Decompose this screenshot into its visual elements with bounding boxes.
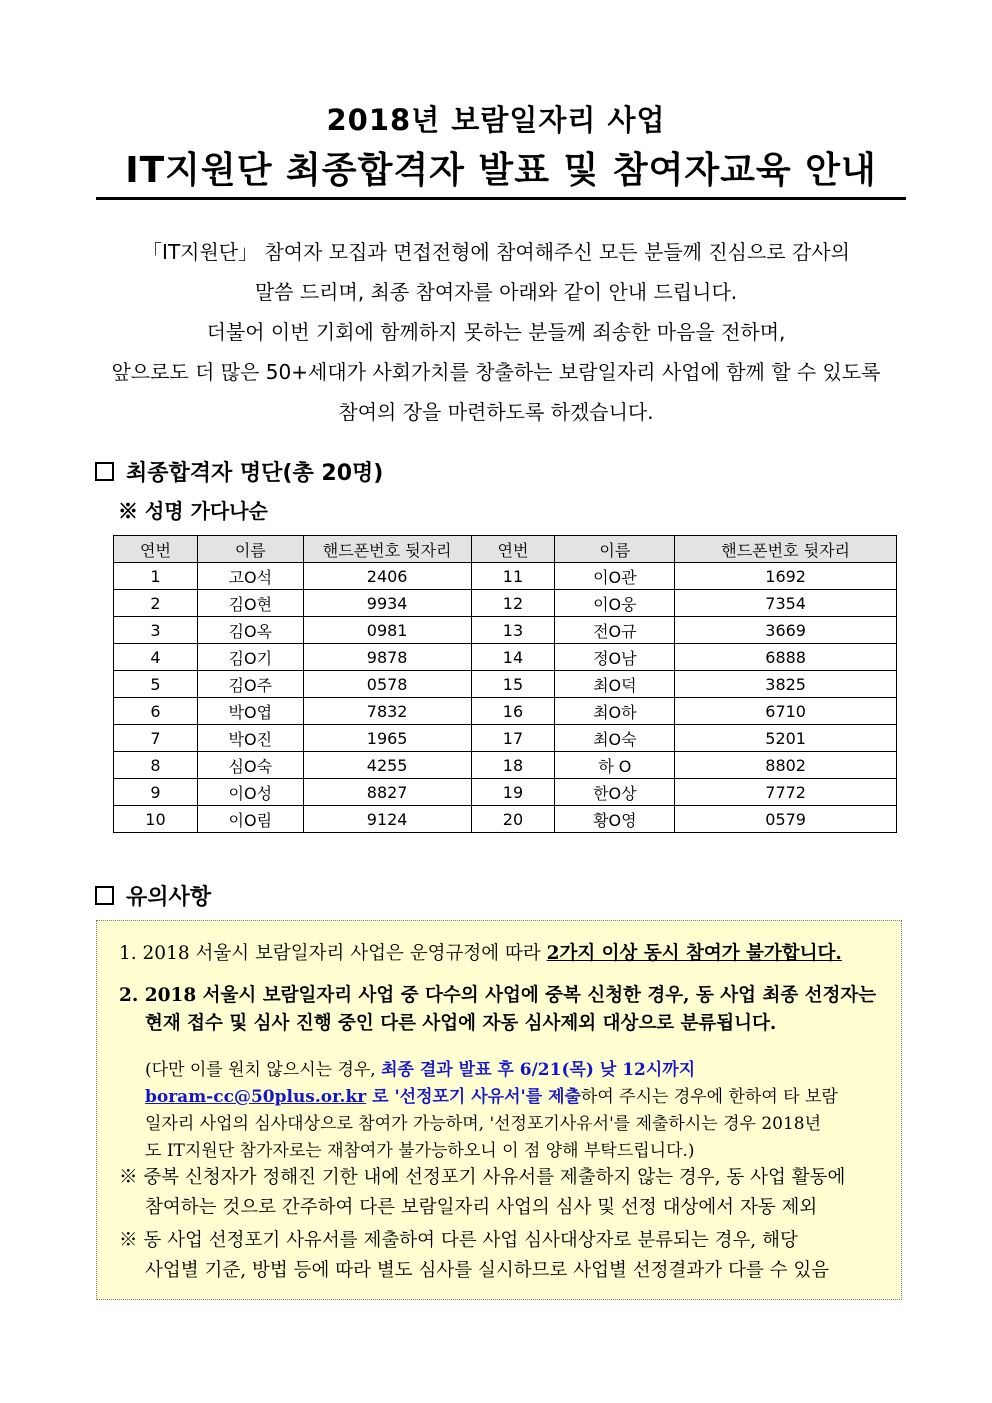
table-row (114, 590, 897, 617)
table-header-row (114, 536, 897, 563)
table-row (114, 779, 897, 806)
title-line-1: 2018년 보람일자리 사업 (326, 103, 666, 137)
table-row (114, 806, 897, 833)
table-cell: 김O현 (197, 590, 303, 617)
exception-line-3: 일자리 사업의 심사대상으로 참여가 가능하며, '선정포기사유서'를 제출하시는 경우 2018년 (145, 1114, 822, 1134)
table-cell: 6888 (675, 644, 897, 671)
table-cell: 17 (471, 725, 555, 752)
table-cell: 1 (114, 563, 198, 590)
table-cell: 한O상 (555, 779, 675, 806)
notice-box (96, 920, 902, 1300)
table-cell: 고O석 (197, 563, 303, 590)
table-cell: 3 (114, 617, 198, 644)
exception-line-1 (145, 1055, 695, 1080)
column-header: 이름 (197, 536, 303, 563)
intro-line: 더불어 이번 기회에 함께하지 못하는 분들께 죄송한 마음을 전하며, (206, 320, 786, 344)
table-cell: 6710 (675, 698, 897, 725)
table-cell: 13 (471, 617, 555, 644)
email-link[interactable]: boram-cc@50plus.or.kr (145, 1087, 367, 1107)
table-cell: 최O숙 (555, 725, 675, 752)
table-cell: 19 (471, 779, 555, 806)
notice-heading (95, 880, 211, 911)
table-cell: 이O성 (197, 779, 303, 806)
roster-heading (95, 456, 383, 487)
table-cell: 0981 (303, 617, 471, 644)
table-cell: 김O주 (197, 671, 303, 698)
table-cell: 심O숙 (197, 752, 303, 779)
table-cell: 이O림 (197, 806, 303, 833)
table-cell: 9878 (303, 644, 471, 671)
table-row (114, 671, 897, 698)
roster-table (113, 535, 897, 833)
table-cell: 9 (114, 779, 198, 806)
table-row (114, 563, 897, 590)
table-row (114, 725, 897, 752)
exception-text: 로 (366, 1087, 395, 1107)
table-cell: 박O엽 (197, 698, 303, 725)
column-header: 연번 (114, 536, 198, 563)
table-cell: 1692 (675, 563, 897, 590)
table-cell: 0578 (303, 671, 471, 698)
notice-heading-text: 유의사항 (126, 885, 212, 910)
star-note-2-line-2: 사업별 기준, 방법 등에 따라 별도 심사를 실시하므로 사업별 선정결과가 다를 수 있음 (145, 1260, 830, 1281)
table-cell: 12 (471, 590, 555, 617)
table-cell: 최O하 (555, 698, 675, 725)
exception-text: 하여 주시는 경우에 한하여 타 보람 (580, 1087, 838, 1107)
deadline-text: 최종 결과 발표 후 6/21(목) 낮 12시까지 (381, 1060, 696, 1080)
table-cell: 3825 (675, 671, 897, 698)
notice-item-2-line-1: 2. 2018 서울시 보람일자리 사업 중 다수의 사업에 중복 신청한 경우, 동 사업 최종 선정자는 (119, 985, 877, 1006)
roster-heading-text: 최종합격자 명단(총 20명) (126, 461, 384, 486)
table-cell: 정O남 (555, 644, 675, 671)
notice-item-1-text: 1. 2018 서울시 보람일자리 사업은 운영규정에 따라 (119, 943, 547, 964)
table-cell: 5201 (675, 725, 897, 752)
exception-line-4: 도 IT지원단 참가자로는 재참여가 불가능하오니 이 점 양해 부탁드립니다.) (145, 1141, 695, 1161)
table-cell: 0579 (675, 806, 897, 833)
checkbox-icon (95, 886, 114, 905)
table-cell: 황O영 (555, 806, 675, 833)
table-cell: 2 (114, 590, 198, 617)
checkbox-icon (95, 462, 114, 481)
table-cell: 20 (471, 806, 555, 833)
table-cell: 8 (114, 752, 198, 779)
star-note-1-line-1: ※ 중복 신청자가 정해진 기한 내에 선정포기 사유서를 제출하지 않는 경우, 동 사업 활동에 (119, 1167, 846, 1188)
sort-note: ※ 성명 가다나순 (118, 499, 268, 523)
star-note-2-line-1: ※ 동 사업 선정포기 사유서를 제출하여 다른 사업 심사대상자로 분류되는 경우, 해당 (119, 1230, 798, 1251)
table-cell: 14 (471, 644, 555, 671)
table-row (114, 752, 897, 779)
table-cell: 전O규 (555, 617, 675, 644)
table-cell: 18 (471, 752, 555, 779)
submit-text: '선정포기 사유서'를 제출 (394, 1087, 581, 1107)
exception-line-2 (145, 1082, 838, 1107)
table-cell: 10 (114, 806, 198, 833)
table-cell: 11 (471, 563, 555, 590)
table-row (114, 617, 897, 644)
table-cell: 3669 (675, 617, 897, 644)
column-header: 이름 (555, 536, 675, 563)
table-cell: 박O진 (197, 725, 303, 752)
intro-line: 앞으로도 더 많은 50+세대가 사회가치를 창출하는 보람일자리 사업에 함께 할 수 있도록 (111, 360, 881, 384)
table-cell: 5 (114, 671, 198, 698)
table-cell: 16 (471, 698, 555, 725)
table-cell: 1965 (303, 725, 471, 752)
table-cell: 김O기 (197, 644, 303, 671)
star-note-1-line-2: 참여하는 것으로 간주하여 다른 보람일자리 사업의 심사 및 선정 대상에서 자동 제외 (145, 1197, 818, 1218)
table-cell: 8802 (675, 752, 897, 779)
table-cell: 4255 (303, 752, 471, 779)
notice-item-1 (119, 939, 842, 965)
table-cell: 이O웅 (555, 590, 675, 617)
notice-item-2-line-2: 현재 접수 및 심사 진행 중인 다른 사업에 자동 심사제외 대상으로 분류됩니다. (145, 1013, 777, 1034)
intro-line: 「IT지원단」 참여자 모집과 면접전형에 참여해주신 모든 분들께 진심으로 감사의 (142, 240, 850, 264)
column-header: 핸드폰번호 뒷자리 (303, 536, 471, 563)
table-cell: 8827 (303, 779, 471, 806)
exception-text: (다만 이를 원치 않으시는 경우, (145, 1060, 382, 1080)
column-header: 연번 (471, 536, 555, 563)
table-row (114, 698, 897, 725)
table-cell: 9934 (303, 590, 471, 617)
intro-line: 참여의 장을 마련하도록 하겠습니다. (338, 400, 654, 424)
table-cell: 이O관 (555, 563, 675, 590)
table-cell: 4 (114, 644, 198, 671)
table-cell: 9124 (303, 806, 471, 833)
title-line-2: IT지원단 최종합격자 발표 및 참여자교육 안내 (96, 142, 906, 200)
table-cell: 하 O (555, 752, 675, 779)
column-header: 핸드폰번호 뒷자리 (675, 536, 897, 563)
table-cell: 김O옥 (197, 617, 303, 644)
table-cell: 최O덕 (555, 671, 675, 698)
table-cell: 7 (114, 725, 198, 752)
table-cell: 6 (114, 698, 198, 725)
notice-item-1-emphasis: 2가지 이상 동시 참여가 불가합니다. (546, 943, 842, 964)
table-cell: 7772 (675, 779, 897, 806)
intro-paragraph (60, 232, 932, 432)
table-row (114, 644, 897, 671)
table-cell: 15 (471, 671, 555, 698)
intro-line: 말씀 드리며, 최종 참여자를 아래와 같이 안내 드립니다. (254, 280, 738, 304)
table-cell: 7832 (303, 698, 471, 725)
table-cell: 7354 (675, 590, 897, 617)
table-cell: 2406 (303, 563, 471, 590)
